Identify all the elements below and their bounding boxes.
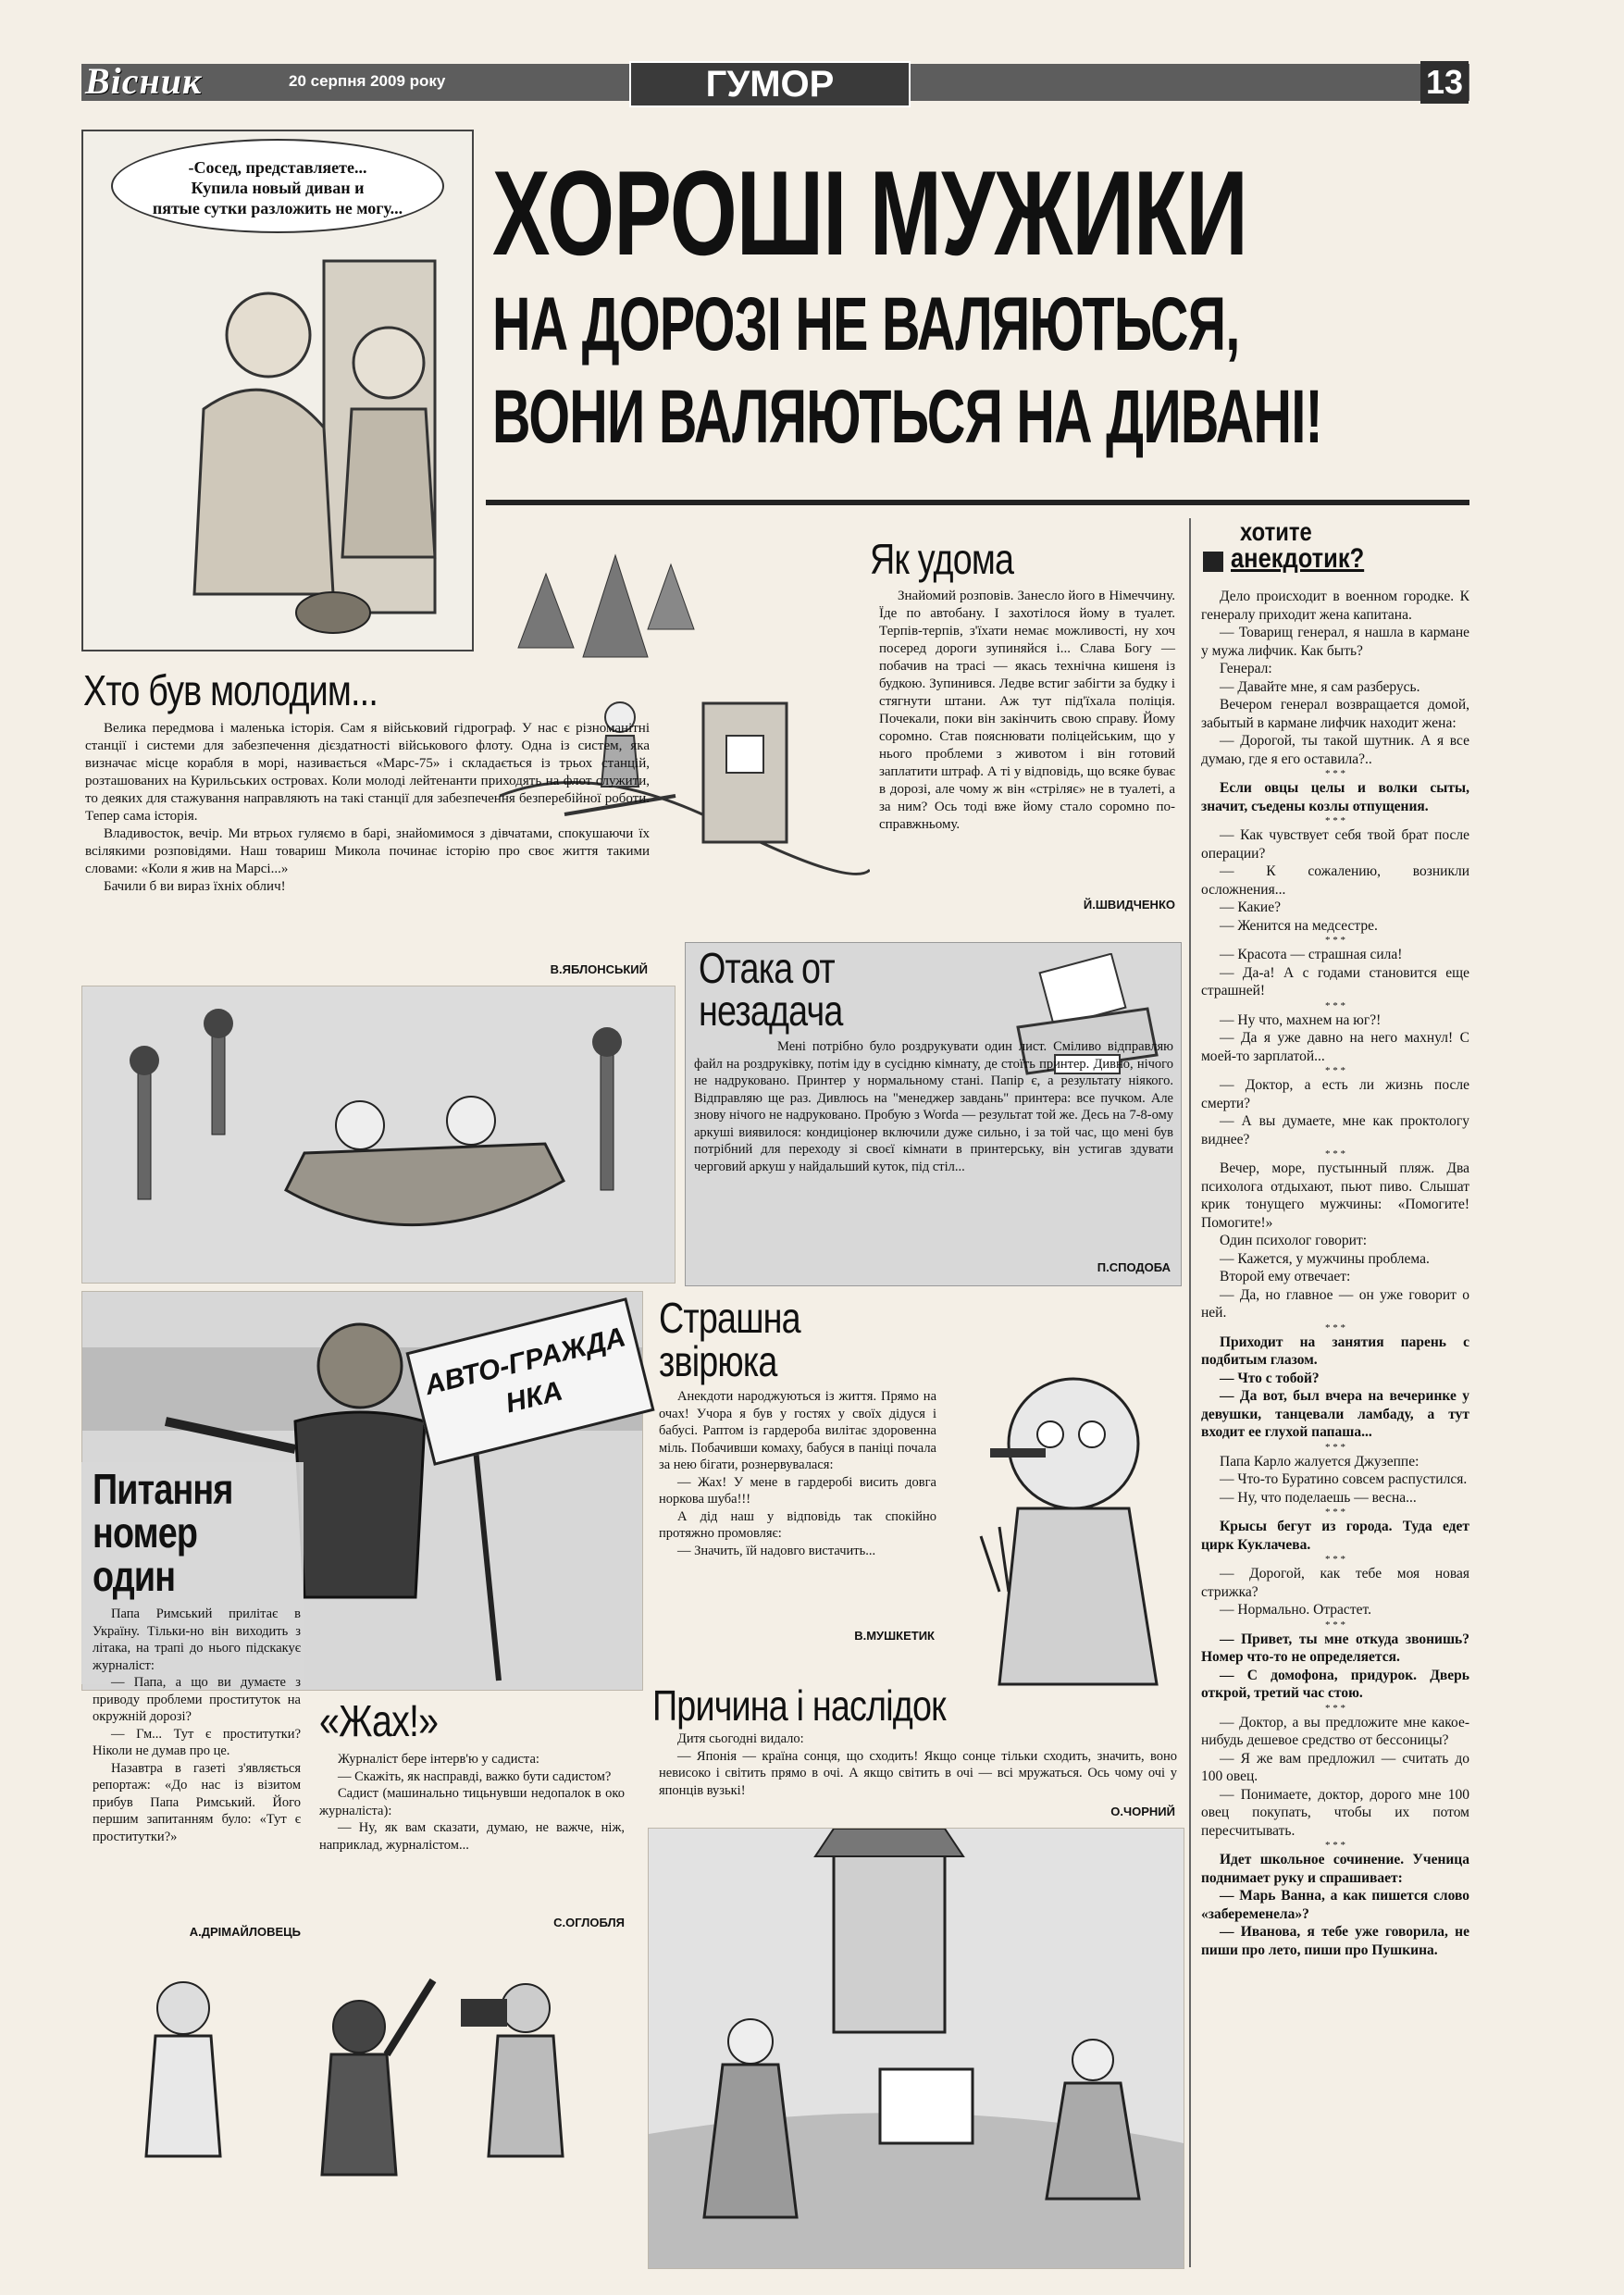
- story-cause-title: Причина і наслідок: [652, 1681, 946, 1730]
- joke-paragraph: — Кажется, у мужчины проблема.: [1220, 1250, 1430, 1267]
- moth-man-illustration: [944, 1314, 1180, 1703]
- joke-paragraph: — Нормально. Отрастет.: [1220, 1602, 1371, 1618]
- joke-paragraph: Вечер, море, пустынный пляж. Два психолога отдыхают, пьют пиво. Слышат крик тонущего мужчины: «Помогите! Помогите!»: [1201, 1160, 1469, 1231]
- joke-paragraph: — Какие?: [1220, 899, 1281, 915]
- headline-line-3: ВОНИ ВАЛЯЮТЬСЯ НА ДИВАНІ!: [492, 375, 1322, 459]
- story-home-title: Як удома: [870, 535, 1014, 583]
- story-horror-title: «Жах!»: [319, 1697, 439, 1746]
- joke-paragraph: — Дорогой, ты такой шутник. А я все думаю, где я его оставила?..: [1201, 733, 1469, 767]
- bubble-line-1: -Сосед, представляете...: [188, 158, 367, 177]
- joke-separator: * * *: [1325, 768, 1345, 779]
- section-title: ГУМОР: [705, 64, 835, 105]
- joke-separator: * * *: [1325, 935, 1345, 946]
- joke-paragraph: Дело происходит в военном городке. К генералу приходит жена капитана.: [1201, 589, 1469, 623]
- japanese-painter-illustration: [648, 1828, 1184, 2269]
- story-pope-paragraph-3: — Гм... Тут є проститутки? Ніколи не думав про це.: [93, 1726, 301, 1758]
- joke-paragraph: — Доктор, а есть ли жизнь после смерти?: [1201, 1077, 1469, 1111]
- jokes-heading-line-1: хотите: [1240, 517, 1312, 546]
- story-beast-paragraph-1: Анекдоти народжуються із життя. Прямо на очах! Учора я був у гостях у своїх дідуся і бабусі. Раптом із гардероба вилітає здоровенна міль. Побачивши комаху, бабуся в паніці почала за нею бігати, рознервувалася:: [659, 1389, 936, 1472]
- joke-paragraph: Один психолог говорит:: [1220, 1233, 1368, 1248]
- story-cause-paragraph-1: Дитя сьогодні видало:: [677, 1731, 804, 1746]
- story-printer-author: П.СПОДОБА: [1097, 1260, 1171, 1274]
- story-cause-text: [659, 1731, 1177, 1799]
- story-pope-title-3: один: [93, 1552, 176, 1600]
- joke-paragraph: Вечером генерал возвращается домой, забытый в кармане лифчик находит жена:: [1201, 697, 1469, 731]
- boat-periscopes-illustration: [81, 986, 676, 1284]
- story-horror-author: С.ОГЛОБЛЯ: [553, 1916, 625, 1929]
- joke-paragraph: — А вы думаете, мне как проктологу виднее?: [1201, 1113, 1469, 1148]
- story-pope-title-2: номер: [93, 1508, 198, 1557]
- story-horror-paragraph-3: Садист (машинально тицьнувши недопалок в око журналіста):: [319, 1786, 625, 1818]
- story-beast-title-1: Страшна: [659, 1294, 800, 1342]
- joke-paragraph: — Да я уже давно на него махнул! С моей-то зарплатой...: [1201, 1030, 1469, 1064]
- jokes-list: [1201, 588, 1469, 2281]
- story-printer-title-2: незадача: [699, 986, 843, 1035]
- story-beast-paragraph-3: А дід наш у відповідь так спокійно протяжно промовляє:: [659, 1508, 936, 1541]
- jokes-heading: [1203, 518, 1471, 574]
- joke-paragraph: — Давайте мне, я сам разберусь.: [1220, 678, 1420, 695]
- joke-paragraph: Второй ему отвечает:: [1220, 1269, 1351, 1284]
- story-pope-text: [93, 1606, 301, 1845]
- joke-separator: * * *: [1325, 1619, 1345, 1631]
- story-beast-paragraph-2: — Жах! У мене в гардеробі висить довга норкова шуба!!!: [659, 1474, 936, 1507]
- joke-paragraph: Если овцы целы и волки сыты, значит, съедены козлы отпущения.: [1201, 780, 1469, 814]
- jokes-heading-line-2: анекдотик?: [1231, 543, 1365, 574]
- bubble-line-3: пятые сутки разложить не могу...: [152, 199, 403, 217]
- joke-paragraph: — Что-то Буратино совсем распустился.: [1220, 1471, 1468, 1487]
- joke-separator: * * *: [1325, 1148, 1345, 1160]
- story-young-paragraph-3: Бачили б ви вираз їхніх облич!: [104, 879, 286, 894]
- story-beast-title-2: звірюка: [659, 1337, 777, 1385]
- joke-paragraph: Приходит на занятия парень с подбитым глазом.: [1201, 1334, 1469, 1368]
- issue-date: 20 серпня 2009 року: [289, 72, 446, 90]
- story-home-text: [879, 588, 1175, 834]
- joke-separator: * * *: [1325, 999, 1345, 1011]
- joke-paragraph: — Я же вам предложил — считать до 100 овец.: [1201, 1750, 1469, 1784]
- japanese-painter-drawing: [649, 1829, 1184, 2268]
- story-pope-paragraph-2: — Папа, а що ви думаєте з приводу проблеми проституток на окружній дорозі?: [93, 1675, 301, 1724]
- joke-paragraph: Генерал:: [1220, 661, 1272, 676]
- story-young-text: [85, 720, 650, 896]
- figures-drawing: [81, 1943, 637, 2267]
- joke-paragraph: — С домофона, придурок. Дверь открой, третий час стою.: [1201, 1667, 1469, 1701]
- story-young-title: Хто був молодим...: [83, 666, 378, 714]
- sign-board-text: АВТО-ГРАЖДАНКА: [421, 1321, 629, 1420]
- boat-drawing: [82, 986, 675, 1283]
- story-cause-author: О.ЧОРНИЙ: [1110, 1805, 1175, 1818]
- joke-paragraph: — Ну, что поделаешь — весна...: [1220, 1489, 1417, 1506]
- story-beast-paragraph-4: — Значить, їй надовго вистачить...: [677, 1543, 876, 1558]
- joke-paragraph: — Доктор, а вы предложите мне какое-нибудь дешевое средство от бессоницы?: [1201, 1714, 1469, 1748]
- joke-paragraph: — Женится на медсестре.: [1220, 917, 1378, 934]
- story-young-paragraph-2: Владивосток, вечір. Ми втрьох гуляємо в барі, знайомимося з дівчатами, спокушаючи їх всілякими розповідями. Наш товариш Микола починає історію про своє життя такими словами: «Коли я жив на Марсі...»: [85, 826, 650, 876]
- joke-paragraph: Крысы бегут из города. Туда едет цирк Куклачева.: [1201, 1519, 1469, 1553]
- joke-paragraph: — Иванова, я тебе уже говорила, не пиши про лето, пиши про Пушкина.: [1201, 1924, 1469, 1958]
- joke-paragraph: — Привет, ты мне откуда звонишь? Номер что-то не определяется.: [1201, 1631, 1469, 1665]
- headline-line-1: ХОРОШІ МУЖИКИ: [492, 145, 1247, 280]
- joke-paragraph: — Да, но главное — он уже говорит о ней.: [1201, 1286, 1469, 1321]
- joke-paragraph: — Что с тобой?: [1220, 1370, 1320, 1386]
- speech-bubble: [111, 139, 444, 233]
- story-horror-paragraph-4: — Ну, як вам сказати, думаю, не важче, ніж, наприклад, журналістом...: [319, 1820, 625, 1853]
- story-young-author: В.ЯБЛОНСЬКИЙ: [550, 962, 648, 976]
- story-pope-author: А.ДРІМАЙЛОВЕЦЬ: [189, 1925, 301, 1939]
- joke-paragraph: — Товарищ генерал, я нашла в кармане у мужа лифчик. Как быть?: [1201, 625, 1469, 659]
- joke-separator: * * *: [1325, 1065, 1345, 1076]
- joke-paragraph: — Да вот, был вчера на вечеринке у девушки, танцевали ламбаду, а тут входит ее глухой папаша...: [1201, 1388, 1469, 1440]
- joke-paragraph: — Да-а! А с годами становится еще страшней!: [1201, 964, 1469, 999]
- joke-separator: * * *: [1325, 1702, 1345, 1714]
- joke-separator: * * *: [1325, 815, 1345, 826]
- joke-paragraph: Идет школьное сочинение. Ученица поднимает руку и спрашивает:: [1201, 1852, 1469, 1886]
- joke-separator: * * *: [1325, 1554, 1345, 1565]
- joke-paragraph: — Красота — страшная сила!: [1220, 947, 1403, 962]
- joke-paragraph: — Понимаете, доктор, дорого мне 100 овец покупать, чтобы их потом пересчитывать.: [1201, 1786, 1469, 1839]
- joke-separator: * * *: [1325, 1441, 1345, 1453]
- moth-man-drawing: [944, 1314, 1180, 1703]
- story-pope-paragraph-1: Папа Римський прилітає в Україну. Тільки-но він виходить з літака, на трапі до нього підскакує журналіст:: [93, 1606, 301, 1673]
- joke-paragraph: — Марь Ванна, а как пишется слово «забеременела»?: [1201, 1888, 1469, 1922]
- page-number: 13: [1420, 61, 1469, 104]
- story-home-paragraph: Знайомий розповів. Занесло його в Німеччину. Їде по автобану. І захотілося йому в туалет. Терпів-терпів, з'їхати немає можливості, ну хоч посеред дороги зупиняйся і... Слава Богу — побачив на трасі — якась технічна кишеня із будкою. Зупинився. Ледве встиг забігти за будку і стягнути штани. Аж тут під'їхала поліція. Почекали, поки він закінчить свою справу. Йому соромно. Став пояснювати поліцейським, що у нього проблеми з животом і він готовий заплатити штраф. А ті у відповідь, що всяке буває в дорозі, але чому ж він «стріляє» не в туалеті, а за ним? Ось тоді вже йому стало соромно по-справжньому.: [879, 589, 1175, 832]
- story-cause-paragraph-2: — Японія — країна сонця, що сходить! Якщо сонце тільки сходить, значить, воно невисоко і світить прямо в очі. А якщо світить в очі — всі мружаться. Ось чому очі у японців вузькі!: [659, 1748, 1177, 1798]
- joke-paragraph: — Дорогой, как тебе моя новая стрижка?: [1201, 1566, 1469, 1600]
- joke-separator: * * *: [1325, 1507, 1345, 1518]
- joke-separator: * * *: [1325, 1321, 1345, 1334]
- headline-line-2: НА ДОРОЗІ НЕ ВАЛЯЮТЬСЯ,: [492, 282, 1240, 366]
- joke-paragraph: — Как чувствует себя твой брат после операции?: [1201, 827, 1469, 862]
- story-beast-author: В.МУШКЕТИК: [854, 1629, 935, 1643]
- story-young-paragraph-1: Велика передмова і маленька історія. Сам я військовий гідрограф. У нас є різноманітні станції і системи для забезпечення дієздатності військового флоту. Одна із систем, яка визначає місце корабля в морі, називається «Марс-75» і складається із трьох станцій, розташованих на Курильських островах. Коли молоді лейтенанти приходять на флот служити, то деяких для стажування направляють на такі станції для забезпечення безперебійної роботи. Тепер сама історія.: [85, 721, 650, 824]
- story-printer-text: [694, 1038, 1173, 1175]
- story-beast-text: [659, 1388, 936, 1559]
- story-printer-paragraph: Мені потрібно було роздрукувати один лист. Сміливо відправляю файл на роздруківку, потім іду в сусідню кімнату, де стоїть принтер. Дивно, нічого не надруковано. Принтер у нормальному стані. Папір є, а результату ніякого. Відправляю ще раз. Дивлюсь на "менеджер завдань" принтера: все пучком. Але знову нічого не надруковано. Пробую з Worda — результат той же. Десь на 7-8-ому аркуші виявилося: кондиціонер включили дуже сильно, і за той час, що мені був потрібний для переходу зі своєї кімнати в принтерську, він устигав здувати черговий аркуш у найдальший куток, під стіл...: [694, 1039, 1173, 1174]
- story-horror-text: [319, 1751, 625, 1854]
- headline-rule: [486, 500, 1469, 505]
- joke-separator: * * *: [1325, 1840, 1345, 1851]
- story-printer-title-1: Отака от: [699, 944, 835, 992]
- story-horror-paragraph-1: Журналіст бере інтерв'ю у садиста:: [338, 1752, 539, 1767]
- story-home-author: Й.ШВИДЧЕНКО: [1083, 898, 1175, 912]
- newspaper-logo: Вісник: [85, 60, 203, 102]
- story-horror-paragraph-2: — Скажіть, як насправді, важко бути садистом?: [338, 1768, 612, 1784]
- joke-paragraph: — Ну что, махнем на юг?!: [1220, 1011, 1382, 1028]
- story-pope-title-1: Питання: [93, 1465, 233, 1513]
- sadist-figures-illustration: [81, 1943, 637, 2267]
- story-pope-paragraph-4: Назавтра в газеті з'являється репортаж: «До нас із візитом прибув Папа Римський. Його першим запитанням було: «Тут є проститутки?»: [93, 1760, 301, 1844]
- jokes-column-rule: [1189, 518, 1191, 2267]
- bubble-line-2: Купила новый диван и: [191, 179, 365, 197]
- section-tag: [629, 61, 911, 107]
- joke-paragraph: — К сожалению, возникли осложнения...: [1201, 863, 1469, 898]
- jokes-square-icon: [1203, 552, 1223, 572]
- joke-paragraph: Папа Карло жалуется Джузеппе:: [1220, 1453, 1419, 1470]
